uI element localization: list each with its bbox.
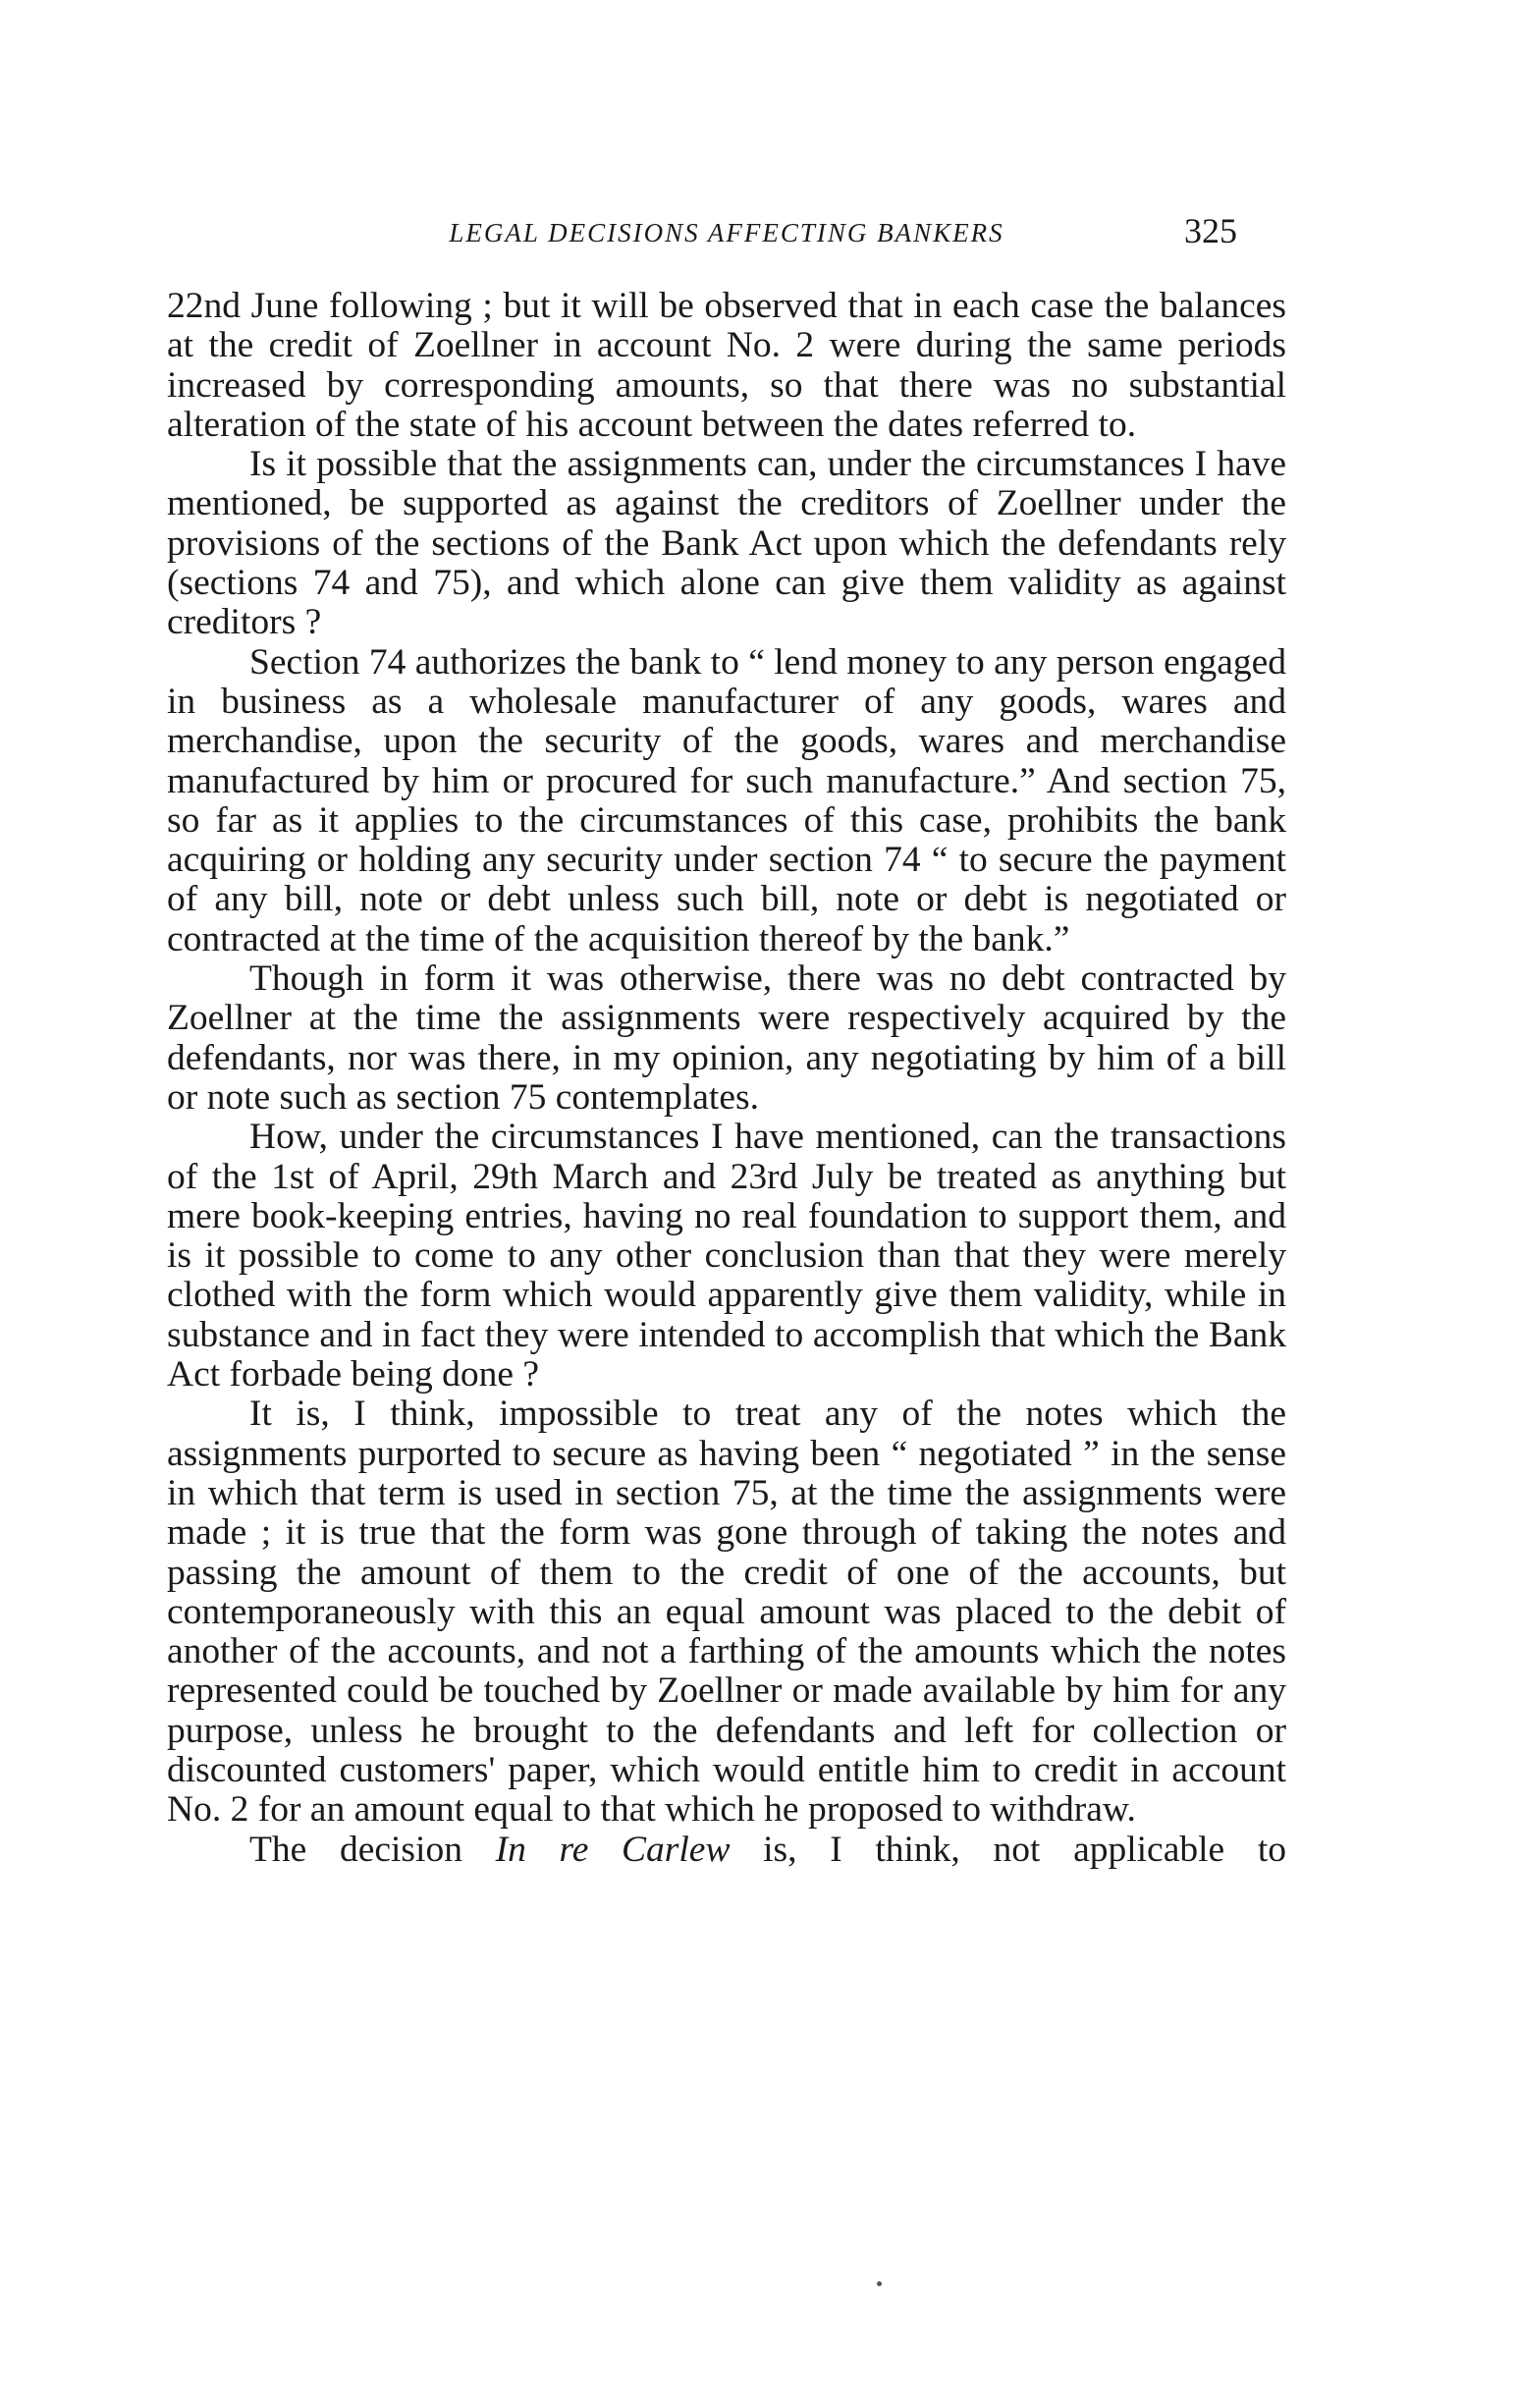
paragraph-5: How, under the circumstances I have mentioned, can the transactions of the 1st of April, 29th March and 23rd July be treated as anything but mere book-keeping entries, having no real foundation to support them, and is it possible to come to any other conclusion than that they were merely clothed with the form which would apparently give them validity, while in substance and in fact they were intended to accomplish that which the Bank Act forbade being done ?: [167, 1117, 1286, 1396]
running-title: LEGAL DECISIONS AFFECTING BANKERS: [449, 218, 1004, 247]
paragraph-7-lead: The decision: [249, 1829, 496, 1870]
paragraph-2: Is it possible that the assignments can, under the circumstances I have mentioned, be supported as against the creditors of Zoellner under the provisions of the sections of the Bank Act upon which the defendants rely (sections 74 and 75), and which alone can give them validity as against creditors ?: [167, 444, 1286, 643]
paragraph-1: 22nd June following ; but it will be observed that in each case the balances at the credit of Zoellner in account No. 2 were during the same periods increased by corresponding amounts, so that there was no substantial alteration of the state of his account between the dates referred to.: [167, 286, 1286, 445]
body-text: [167, 287, 1286, 1870]
paragraph-3: Section 74 authorizes the bank to “ lend money to any person engaged in business as a wholesale manufacturer of any goods, wares and merchandise, upon the security of the goods, wares and merchandise manufactured by him or procured for such manufacture.” And section 75, so far as it applies to the circumstances of this case, prohibits the bank acquiring or holding any security under section 74 “ to secure the payment of any bill, note or debt unless such bill, note or debt is negotiated or contracted at the time of the acquisition thereof by the bank.”: [167, 641, 1286, 959]
stray-mark: [877, 2281, 882, 2286]
paragraph-6: It is, I think, impossible to treat any of the notes which the assignments purported to secure as having been “ negotiated ” in the sense in which that term is used in section 75, at the time the assignments were made ; it is true that the form was gone through of taking the notes and passing the amount of them to the credit of one of the accounts, but contemporaneously with this an equal amount was placed to the debit of another of the accounts, and not a farthing of the amounts which the notes represented could be touched by Zoellner or made available by him for any purpose, unless he brought to the defendants and left for collection or discounted customers' paper, which would entitle him to credit in account No. 2 for an amount equal to that which he proposed to withdraw.: [167, 1394, 1286, 1831]
paragraph-7-tail: is, I think, not applicable to: [730, 1829, 1286, 1870]
paragraph-7: [167, 1831, 1286, 1870]
case-name: In re Carlew: [495, 1829, 731, 1870]
page-number: 325: [1184, 211, 1237, 250]
paragraph-4: Though in form it was otherwise, there was no debt contracted by Zoellner at the time the assignments were respectively acquired by the defendants, nor was there, in my opinion, any negotiating by him of a bill or note such as section 75 contemplates.: [167, 958, 1286, 1118]
